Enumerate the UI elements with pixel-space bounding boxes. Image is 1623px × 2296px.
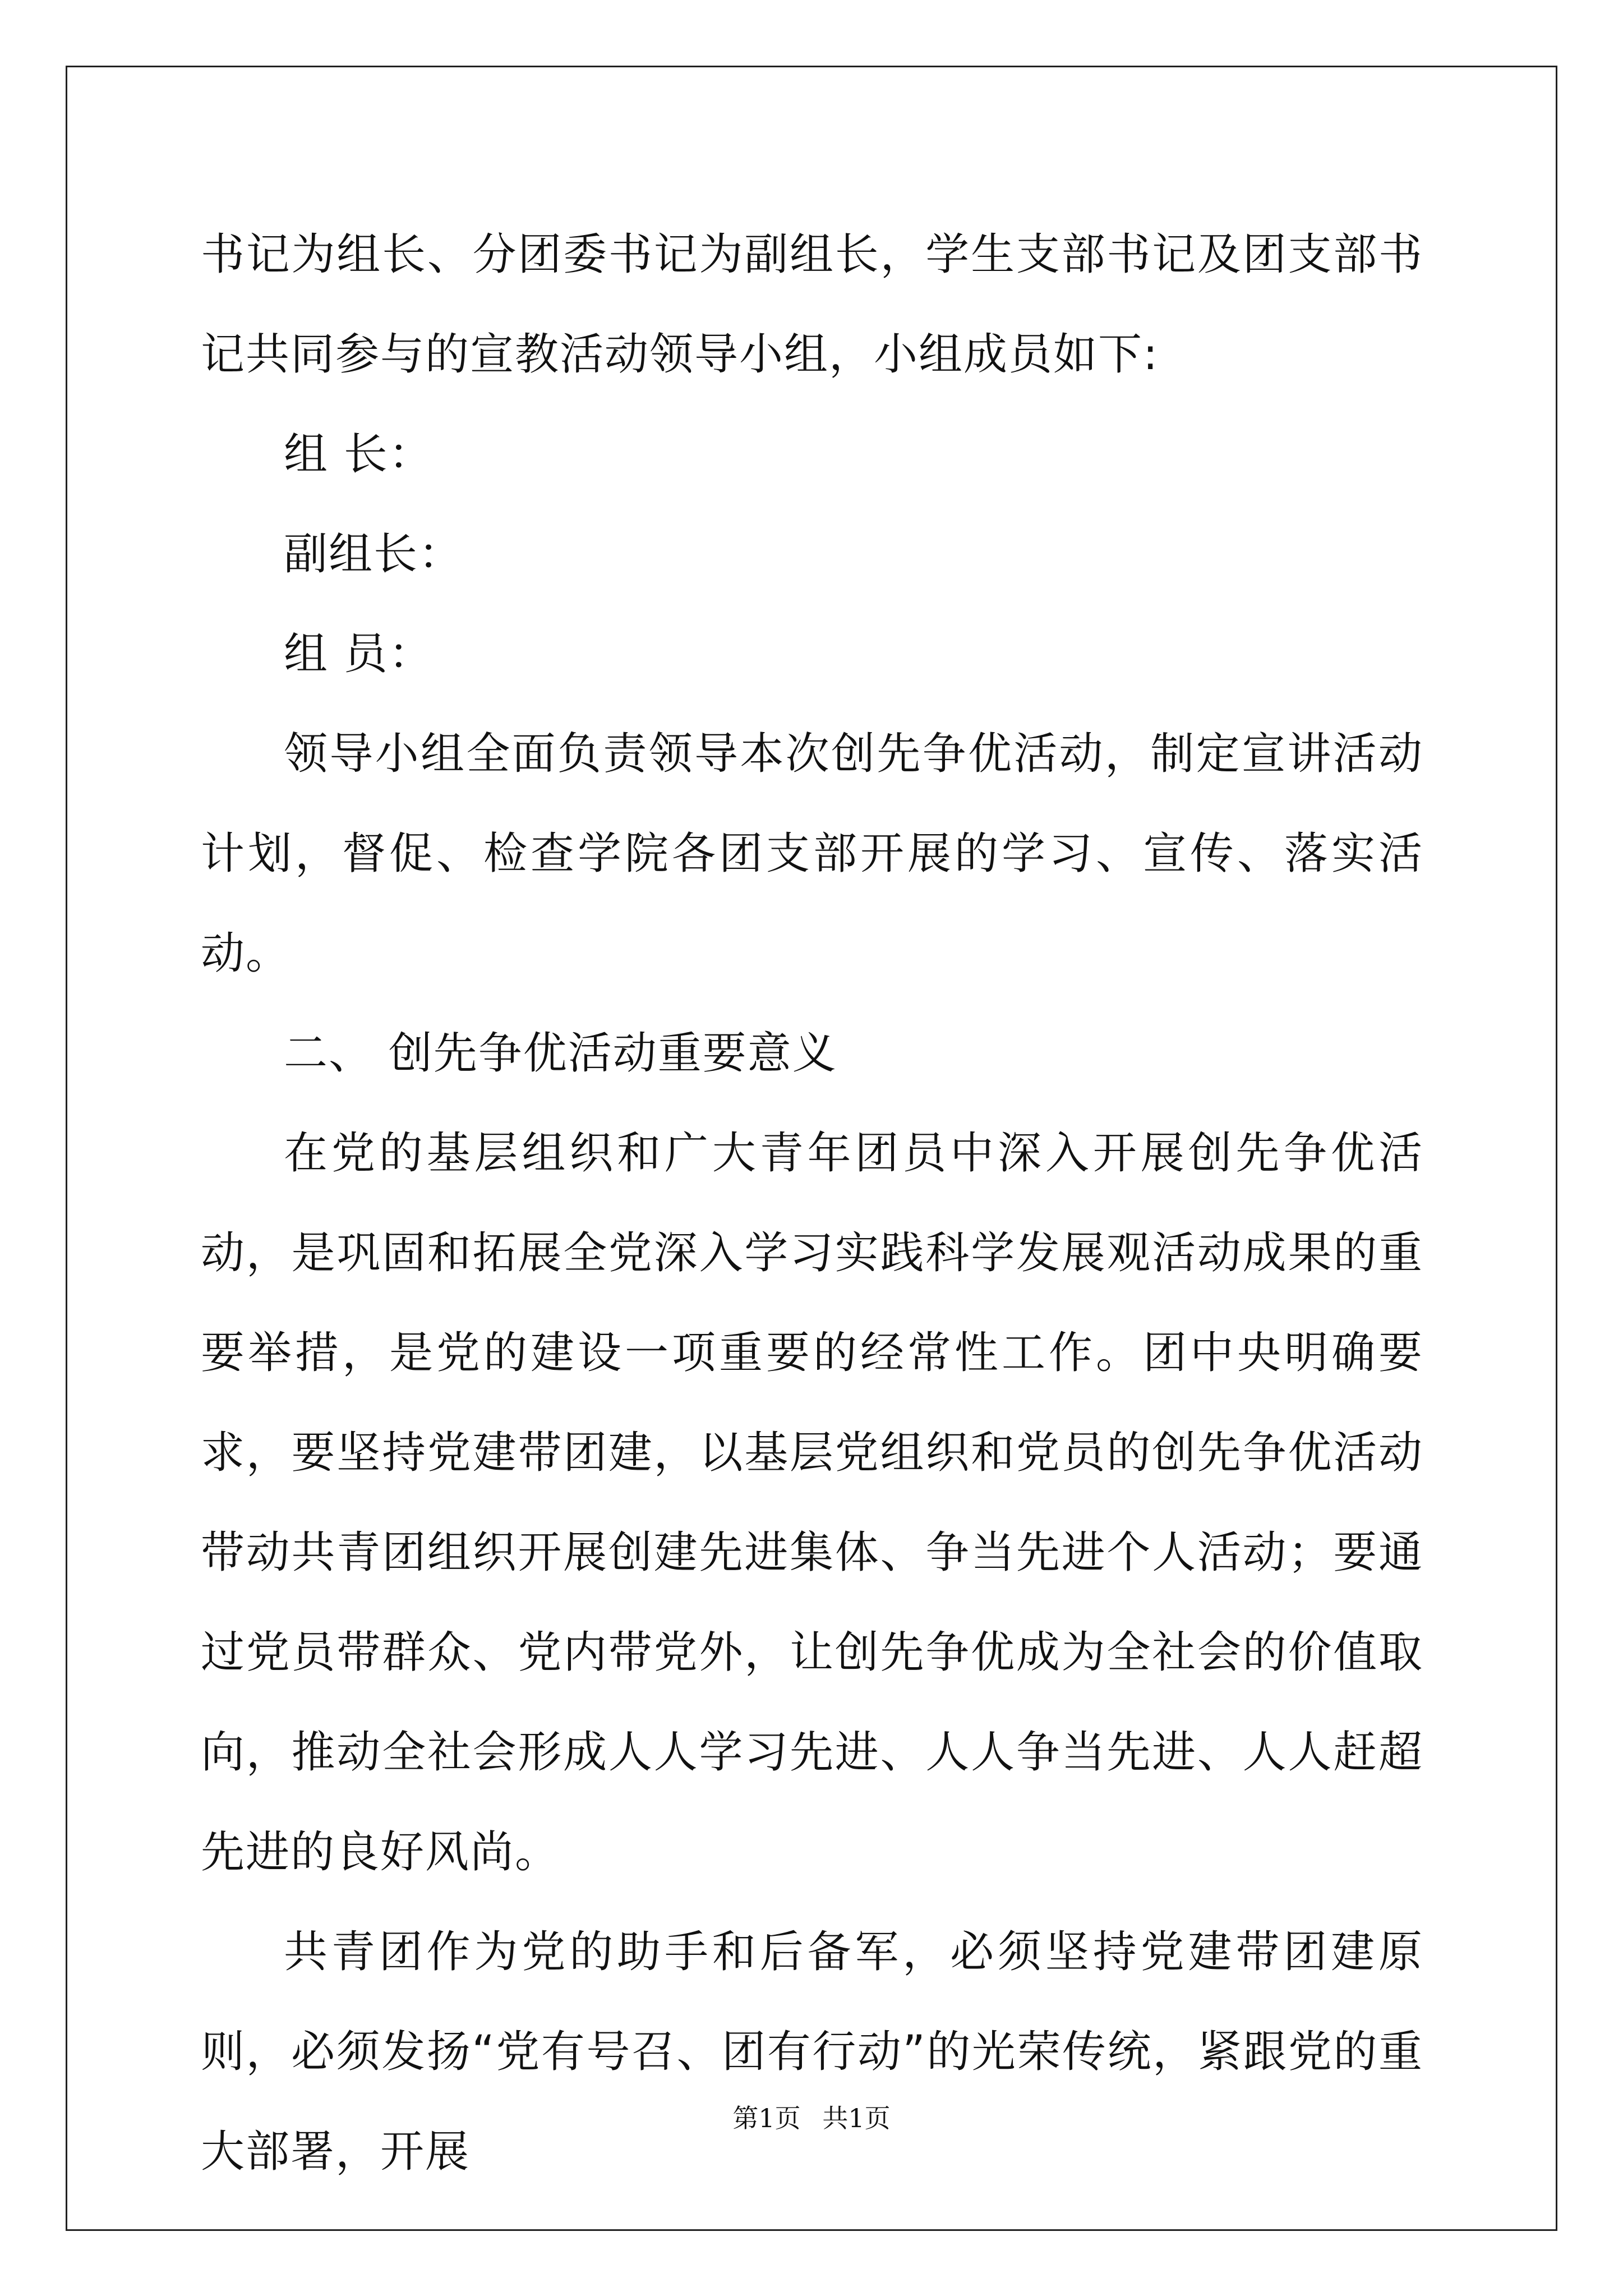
document-body <box>201 205 1423 2202</box>
paragraph-members: 组 员： <box>284 629 434 679</box>
section-heading-significance: 二、 创先争优活动重要意义 <box>284 1028 837 1079</box>
page-total-label: 共1页 <box>822 2103 891 2133</box>
paragraph-youth-league: 共青团作为党的助手和后备军，必须坚持党建带团建原则，必须发扬“党有号召、团有行动”的光荣传统，紧跟党的重大部署，开展 <box>201 1927 1423 2177</box>
paragraph-significance: 在党的基层组织和广大青年团员中深入开展创先争优活动，是巩固和拓展全党深入学习实践科学发展观活动成果的重要举措，是党的建设一项重要的经常性工作。团中央明确要求，要坚持党建带团建，以基层党组织和党员的创先争优活动带动共青团组织开展创建先进集体、争当先进个人活动；要通过党员带群众、党内带党外，让创先争优成为全社会的价值取向，推动全社会形成人人学习先进、人人争当先进、人人赶超先进的良好风尚。 <box>201 1128 1423 1878</box>
paragraph-deputy-leader: 副组长： <box>284 529 464 579</box>
paragraph-group-leader: 组 长： <box>284 429 434 480</box>
page-number-label: 第1页 <box>732 2103 801 2133</box>
paragraph-continuation: 书记为组长、分团委书记为副组长，学生支部书记及团支部书记共同参与的宣教活动领导小组，小组成员如下: <box>201 229 1423 380</box>
paragraph-responsibility: 领导小组全面负责领导本次创先争优活动，制定宣讲活动计划，督促、检查学院各团支部开展的学习、宣传、落实活动。 <box>201 729 1423 979</box>
page-footer <box>0 2098 1623 2135</box>
